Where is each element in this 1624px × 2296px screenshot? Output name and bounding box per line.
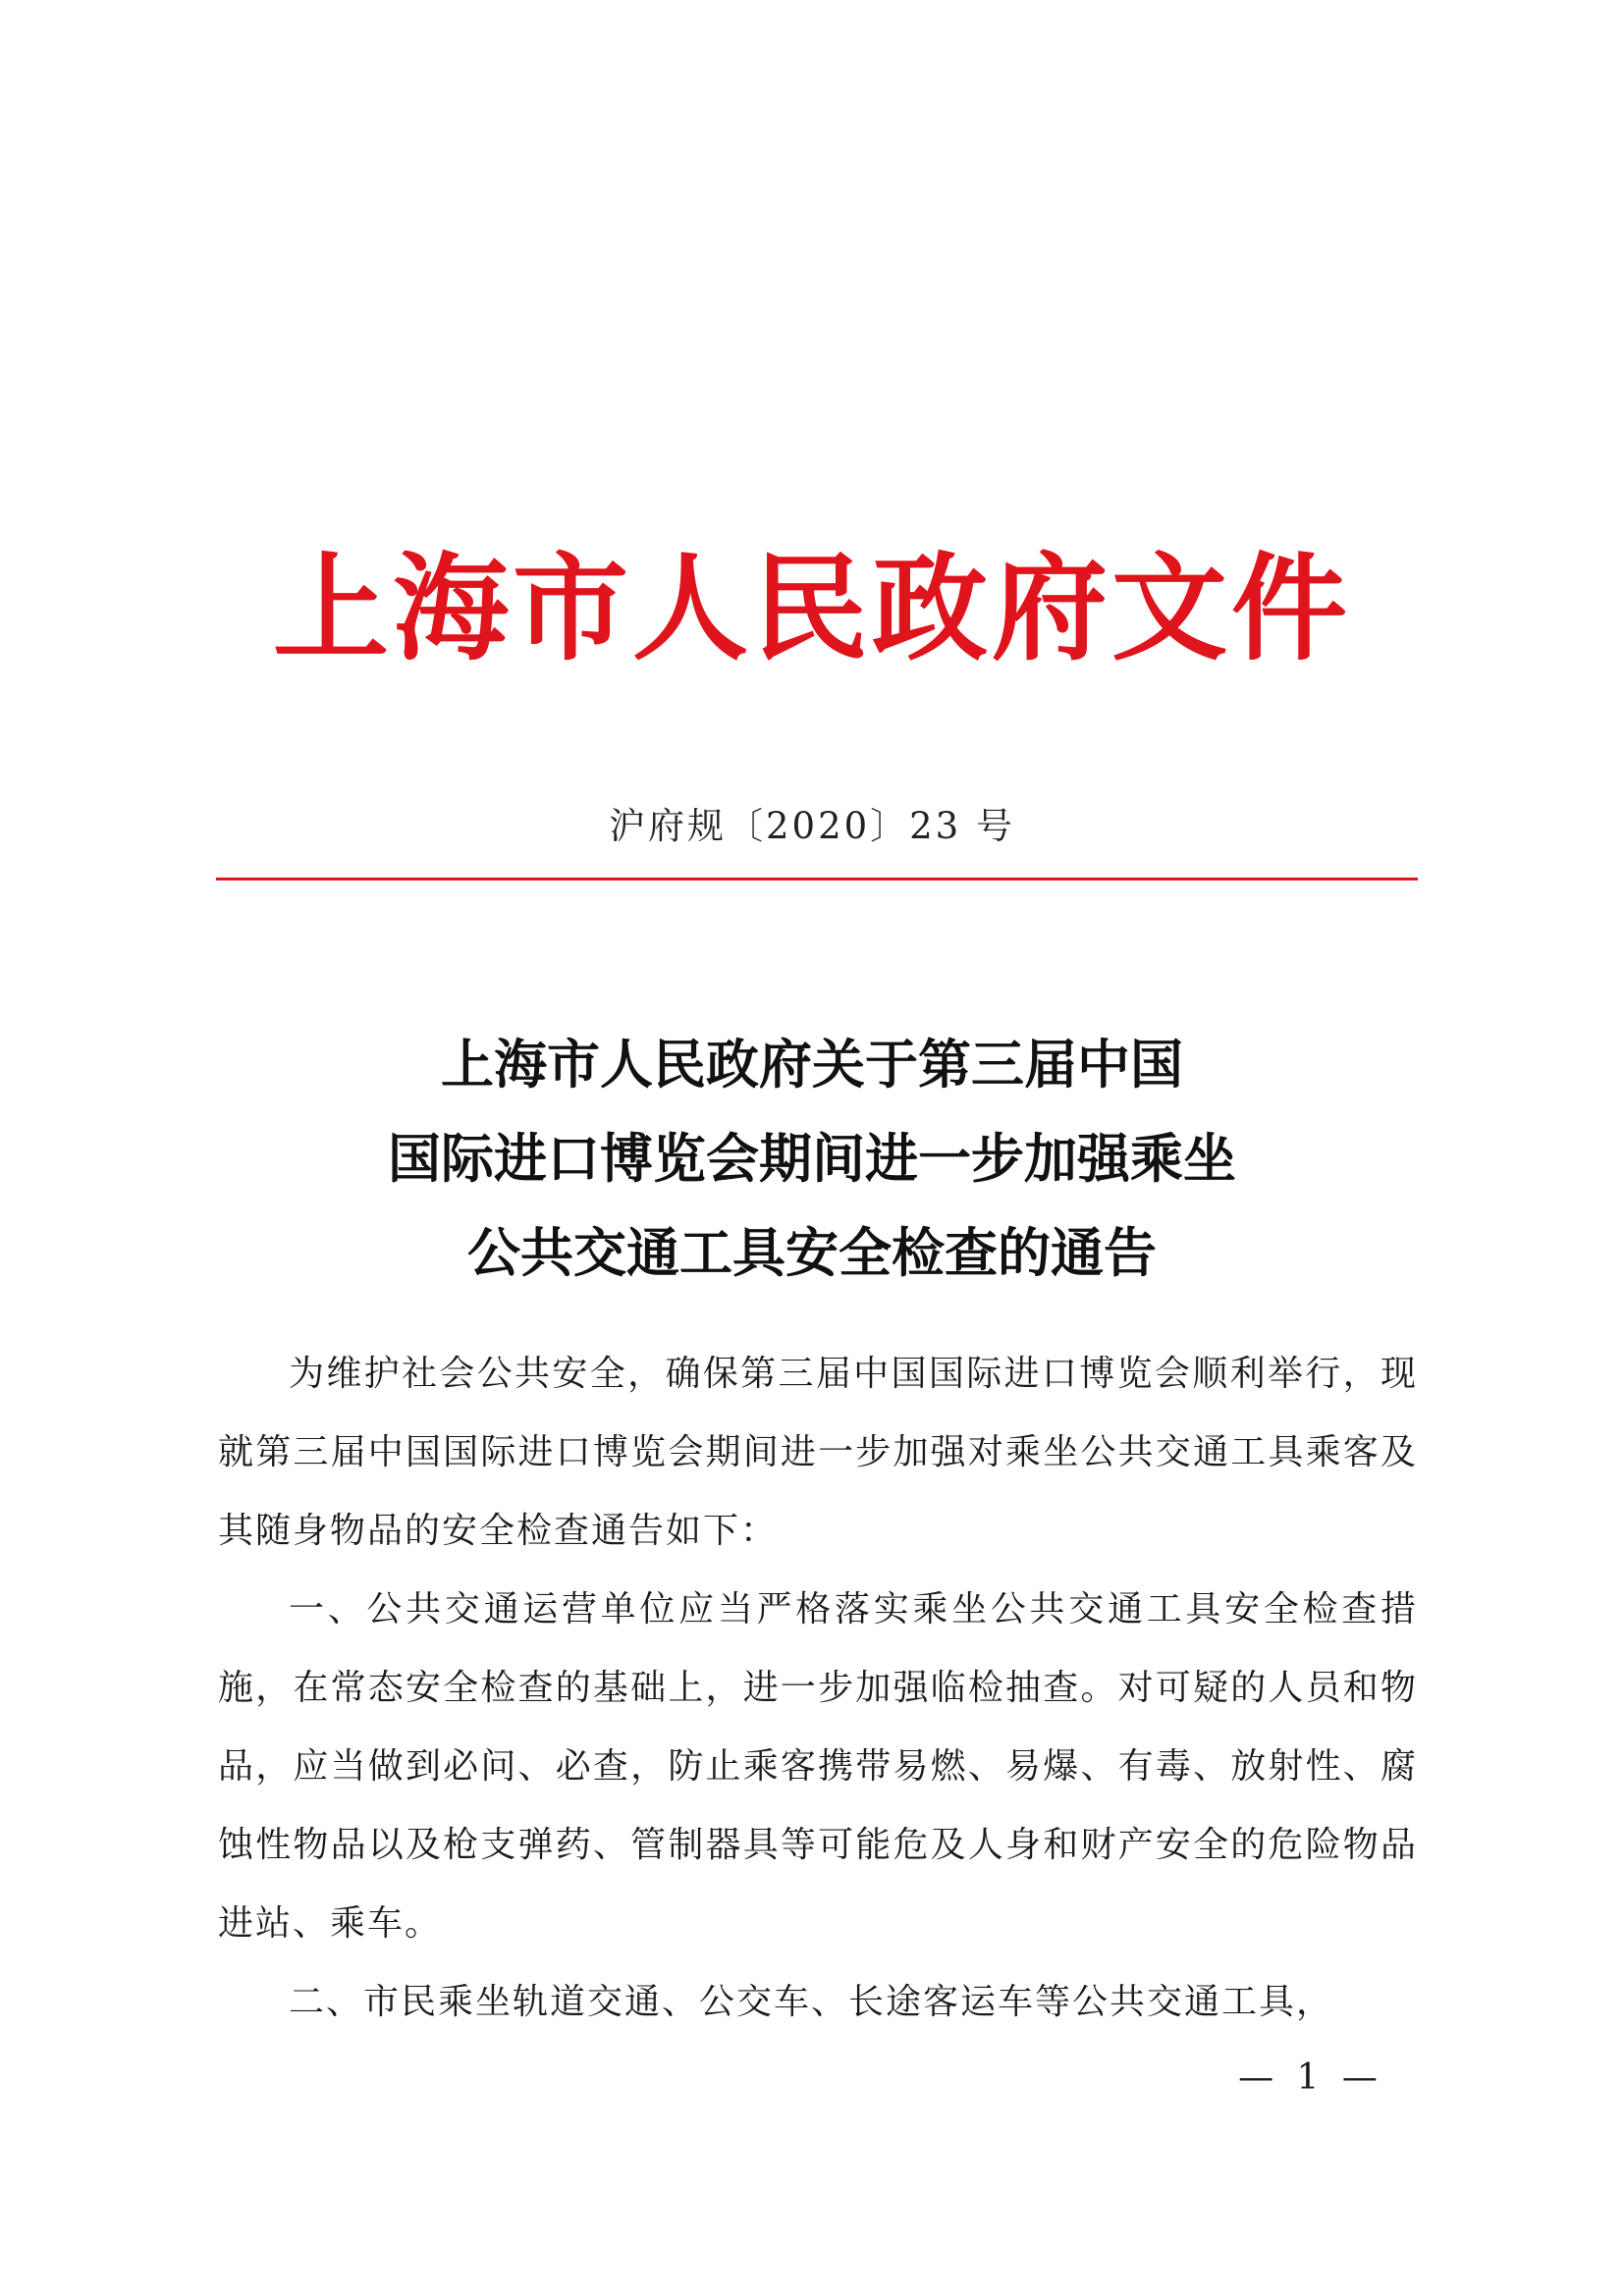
document-title — [196, 1017, 1428, 1300]
page-number: — 1 — — [1238, 2057, 1383, 2098]
title-line-3: 公共交通工具安全检查的通告 — [467, 1221, 1157, 1284]
document-body — [218, 1335, 1418, 2042]
red-divider-line — [216, 878, 1418, 881]
document-masthead: 上海市人民政府文件 — [272, 540, 1351, 676]
body-paragraph-intro: 为维护社会公共安全，确保第三届中国国际进口博览会顺利举行，现就第三届中国国际进口博览会期间进一步加强对乘坐公共交通工具乘客及其随身物品的安全检查通告如下： — [218, 1354, 1418, 1551]
title-line-2: 国际进口博览会期间进一步加强乘坐 — [388, 1127, 1236, 1190]
title-line-1: 上海市人民政府关于第三届中国 — [441, 1033, 1183, 1095]
body-paragraph-1: 一、公共交通运营单位应当严格落实乘坐公共交通工具安全检查措施，在常态安全检查的基础上，进一步加强临检抽查。对可疑的人员和物品，应当做到必问、必查，防止乘客携带易燃、易爆、有毒、放射性、腐蚀性物品以及枪支弹药、管制器具等可能危及人身和财产安全的危险物品进站、乘车。 — [218, 1589, 1418, 1944]
document-number: 沪府规〔2020〕23 号 — [608, 805, 1015, 847]
body-paragraph-2: 二、市民乘坐轨道交通、公交车、长途客运车等公共交通工具， — [289, 1982, 1334, 2022]
